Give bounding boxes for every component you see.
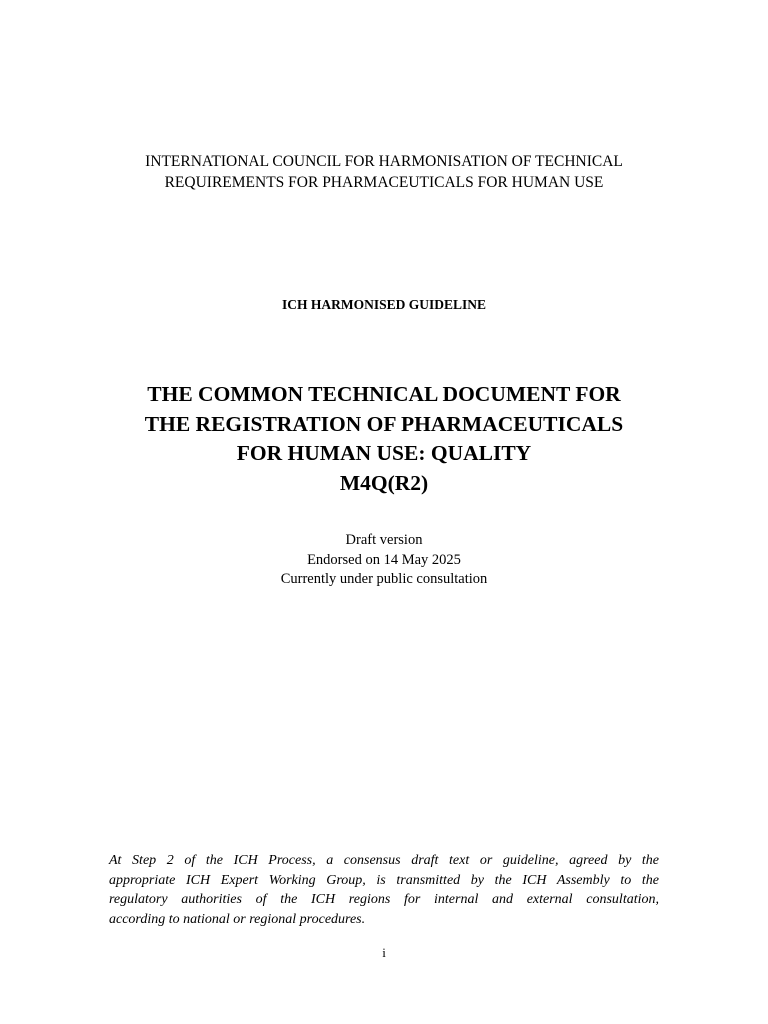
organization-name-line-2: REQUIREMENTS FOR PHARMACEUTICALS FOR HUMAN USE <box>164 174 604 191</box>
draft-version-label: Draft version <box>345 532 423 548</box>
document-title-line-3: FOR HUMAN USE: QUALITY <box>236 441 532 465</box>
notice-line-3: regulatory authorities of the ICH regions for internal and external consultation, <box>109 892 659 907</box>
organization-name-line-1: INTERNATIONAL COUNCIL FOR HARMONISATION OF TECHNICAL <box>145 153 623 170</box>
page-number: i <box>382 945 386 960</box>
document-title-line-2: THE REGISTRATION OF PHARMACEUTICALS <box>144 411 624 436</box>
step-2-notice <box>109 851 659 929</box>
organization-name <box>0 151 768 193</box>
guideline-type: ICH HARMONISED GUIDELINE <box>281 297 487 312</box>
consultation-status: Currently under public consultation <box>280 571 488 587</box>
notice-line-4: according to national or regional procedures. <box>109 911 366 927</box>
notice-line-2: appropriate ICH Expert Working Group, is transmitted by the ICH Assembly to the <box>109 872 659 888</box>
notice-line-1: At Step 2 of the ICH Process, a consensus draft text or guideline, agreed by the <box>109 853 659 868</box>
document-title <box>0 380 768 498</box>
document-status <box>0 531 768 590</box>
document-code: M4Q(R2) <box>339 470 429 495</box>
endorsement-date: Endorsed on 14 May 2025 <box>307 551 461 568</box>
document-title-line-1: THE COMMON TECHNICAL DOCUMENT FOR <box>147 382 621 406</box>
